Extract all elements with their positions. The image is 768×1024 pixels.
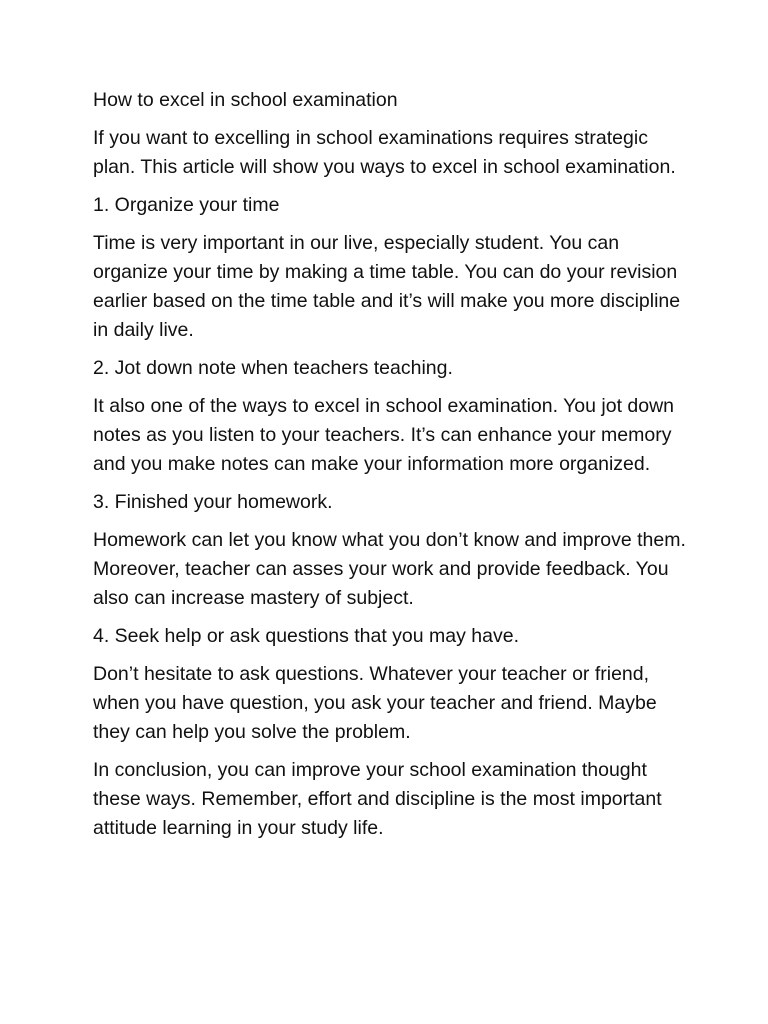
document-page [93, 86, 693, 852]
section-1-heading: 1. Organize your time [93, 194, 280, 216]
section-4-body: Don’t hesitate to ask questions. Whatever your teacher or friend, when you have question, you ask your teacher and friend. Maybe they can help you solve the problem. [93, 663, 657, 743]
intro-paragraph: If you want to excelling in school examinations requires strategic plan. This article will show you ways to excel in school examination. [93, 127, 676, 178]
conclusion-paragraph: In conclusion, you can improve your school examination thought these ways. Remember, effort and discipline is the most important attitude learning in your study life. [93, 759, 662, 839]
section-2-heading: 2. Jot down note when teachers teaching. [93, 357, 453, 379]
section-3-heading: 3. Finished your homework. [93, 491, 333, 513]
section-1-body: Time is very important in our live, especially student. You can organize your time by making a time table. You can do your revision earlier based on the time table and it’s will make you more discipline in daily live. [93, 232, 681, 341]
section-2-body: It also one of the ways to excel in school examination. You jot down notes as you listen to your teachers. It’s can enhance your memory and you make notes can make your information more organized. [93, 395, 675, 475]
document-title: How to excel in school examination [93, 89, 398, 111]
section-4-heading: 4. Seek help or ask questions that you may have. [93, 625, 520, 647]
section-3-body: Homework can let you know what you don’t know and improve them. Moreover, teacher can asses your work and provide feedback. You also can increase mastery of subject. [93, 529, 686, 609]
